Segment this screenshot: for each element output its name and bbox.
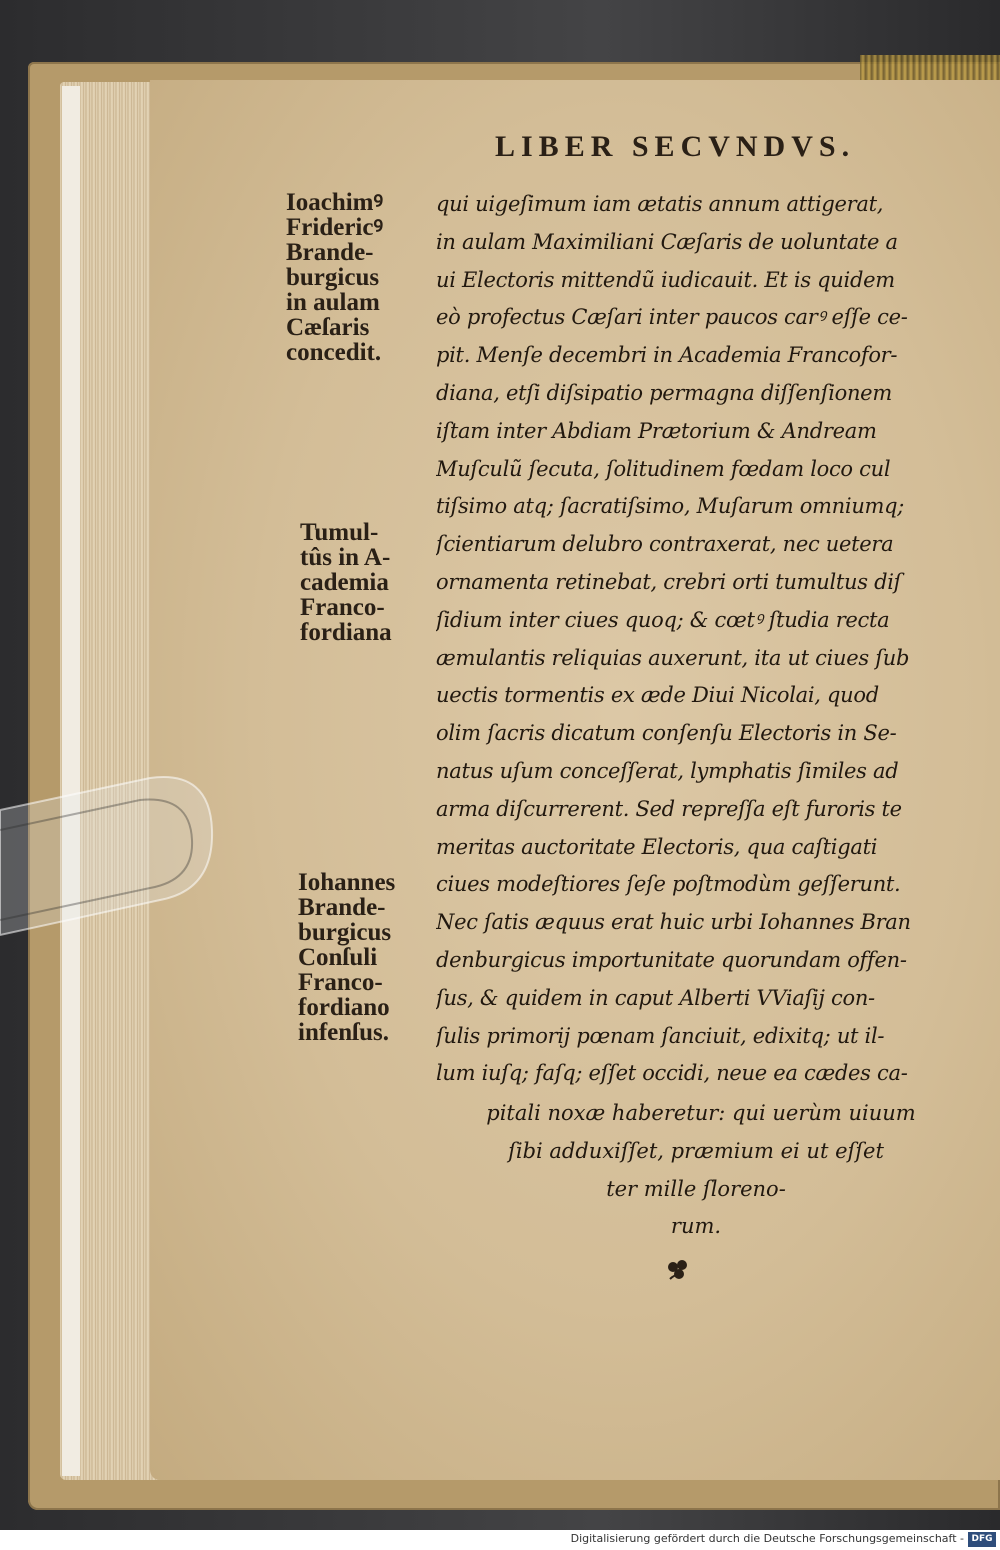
dfg-logo: DFG bbox=[968, 1532, 996, 1547]
closing-text bbox=[436, 1095, 956, 1246]
footer-credit: Digitalisierung gefördert durch die Deutsche Forschungsgemeinschaft - bbox=[570, 1532, 964, 1545]
text-line: diana, etſi diſsipatio permagna diſſenſionem bbox=[436, 380, 892, 405]
body-text bbox=[436, 186, 956, 1093]
footer-bar bbox=[0, 1530, 1000, 1550]
text-line: æmulantis reliquias auxerunt, ita ut ciues ſub bbox=[436, 645, 910, 670]
bookmark-ribbon bbox=[860, 55, 1000, 81]
margin-note-ioachimus: Ioachimꝰ Fridericꝰ Brande- burgicus in aulam Cæſaris concedit. bbox=[286, 189, 384, 366]
text-line: ſulis primorij pœnam ſanciuit, edixitq; ut il- bbox=[436, 1023, 885, 1048]
text-line: uectis tormentis ex æde Diui Nicolai, quod bbox=[436, 683, 879, 708]
text-line: ſcientiarum delubro contraxerat, nec uetera bbox=[436, 532, 894, 557]
text-line: lum iuſq; faſq; eſſet occidi, neue ea cædes ca- bbox=[436, 1061, 908, 1086]
text-line: iſtam inter Abdiam Prætorium & Andream bbox=[436, 418, 877, 443]
text-line: ter mille ſloreno- bbox=[606, 1176, 786, 1201]
text-line: denburgicus importunitate quorundam offen- bbox=[436, 947, 907, 972]
text-line: tiſsimo atq; ſacratiſsimo, Muſarum omniumq; bbox=[436, 494, 905, 519]
text-line: ſidium inter ciues quoq; & cœtꝰ ſtudia recta bbox=[436, 607, 890, 632]
text-line: natus uſum conceſſerat, lymphatis ſimiles ad bbox=[436, 758, 899, 783]
text-line: ſibi adduxiſſet, præmium ei ut eſſet bbox=[508, 1138, 884, 1163]
text-line: olim ſacris dicatum conſenſu Electoris in Se- bbox=[436, 721, 897, 746]
margin-note-tumultus: Tumul- tûs in A- cademia Franco- fordiana bbox=[300, 519, 392, 646]
running-head: LIBER SECVNDVS. bbox=[495, 130, 856, 163]
text-line: arma diſcurrerent. Sed repreſſa eſt furoris te bbox=[436, 796, 902, 821]
fleuron-ornament-icon bbox=[664, 1255, 692, 1283]
text-line: pitali noxæ haberetur: qui uerùm uiuum bbox=[486, 1101, 916, 1125]
text-line: ciues modeſtiores ſeſe poſtmodùm geſſerunt. bbox=[436, 872, 901, 897]
page-holder-clip bbox=[0, 770, 215, 940]
text-line: Muſculũ ſecuta, ſolitudinem fœdam loco cul bbox=[436, 456, 891, 481]
text-line: eò profectus Cæſari inter paucos carꝰ eſſe ce- bbox=[436, 305, 908, 330]
text-line: ſus, & quidem in caput Alberti VViaſij con- bbox=[436, 985, 875, 1010]
text-line: rum. bbox=[670, 1214, 722, 1239]
text-line: Nec ſatis æquus erat huic urbi Iohannes Bran bbox=[436, 910, 911, 935]
text-line: ornamenta retinebat, crebri orti tumultus diſ bbox=[436, 569, 902, 594]
text-line: pit. Menſe decembri in Academia Francofor- bbox=[436, 343, 898, 368]
text-line: meritas auctoritate Electoris, qua caſtigati bbox=[436, 834, 878, 859]
text-line: ui Electoris mittendũ iudicauit. Et is quidem bbox=[436, 267, 895, 292]
margin-note-iohannes: Iohannes Brande- burgicus Conſuli Franco- fordiano infenſus. bbox=[298, 869, 396, 1046]
text-line: qui uigeſimum iam ætatis annum attigerat, bbox=[436, 192, 884, 216]
text-line: in aulam Maximiliani Cæſaris de uoluntate a bbox=[436, 229, 898, 254]
